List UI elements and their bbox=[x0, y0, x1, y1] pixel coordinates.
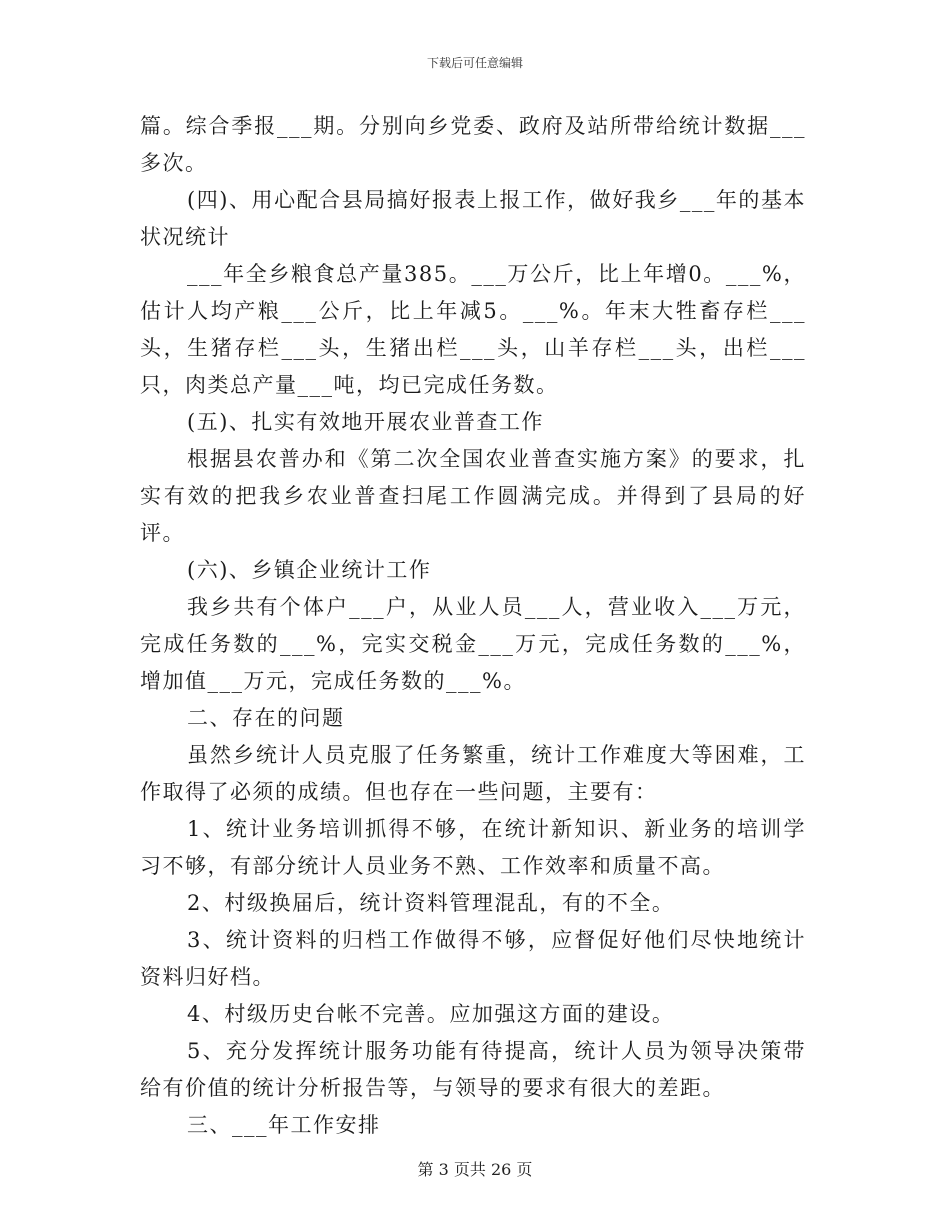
paragraph: 我乡共有个体户___户，从业人员___人，营业收入___万元，完成任务数的___%，完实交税金___万元，完成任务数的___%，增加值___万元，完成任务数的___%。 bbox=[140, 595, 806, 693]
list-item: 1、统计业务培训抓得不够，在统计新知识、新业务的培训学习不够，有部分统计人员业务不熟、工作效率和质量不高。 bbox=[140, 817, 806, 878]
paragraph: 虽然乡统计人员克服了任务繁重，统计工作难度大等困难，工作取得了必须的成绩。但也存在一些问题，主要有： bbox=[140, 743, 806, 804]
section-heading: (五)、扎实有效地开展农业普查工作 bbox=[187, 410, 544, 434]
paragraph: 根据县农普办和《第二次全国农业普查实施方案》的要求，扎实有效的把我乡农业普查扫尾工作圆满完成。并得到了县局的好评。 bbox=[140, 447, 806, 545]
paragraph: ___年全乡粮食总产量385。___万公斤，比上年增0。___%，估计人均产粮___公斤，比上年减5。___%。年末大牲畜存栏___头，生猪存栏___头，生猪出栏___头，山羊存栏___头，出栏___只，肉类总产量___吨，均已完成任务数。 bbox=[140, 262, 806, 397]
paragraph: (四)、用心配合县局搞好报表上报工作，做好我乡___年的基本状况统计 bbox=[140, 188, 806, 249]
list-item: 4、村级历史台帐不完善。应加强这方面的建设。 bbox=[187, 1002, 675, 1026]
list-item: 3、统计资料的归档工作做得不够，应督促好他们尽快地统计资料归好档。 bbox=[140, 928, 806, 989]
section-heading: (六)、乡镇企业统计工作 bbox=[187, 558, 432, 582]
section-heading: 三、___年工作安排 bbox=[187, 1113, 381, 1137]
list-item: 2、村级换届后，统计资料管理混乱，有的不全。 bbox=[187, 891, 675, 915]
paragraph: 篇。综合季报___期。分别向乡党委、政府及站所带给统计数据___多次。 bbox=[140, 114, 806, 175]
page-header: 下载后可任意编辑 bbox=[426, 56, 523, 70]
page-footer: 第 3 页共 26 页 bbox=[417, 1160, 533, 1179]
document-body bbox=[140, 108, 806, 1144]
section-heading: 二、存在的问题 bbox=[187, 706, 345, 730]
list-item: 5、充分发挥统计服务功能有待提高，统计人员为领导决策带给有价值的统计分析报告等，与领导的要求有很大的差距。 bbox=[140, 1039, 806, 1100]
